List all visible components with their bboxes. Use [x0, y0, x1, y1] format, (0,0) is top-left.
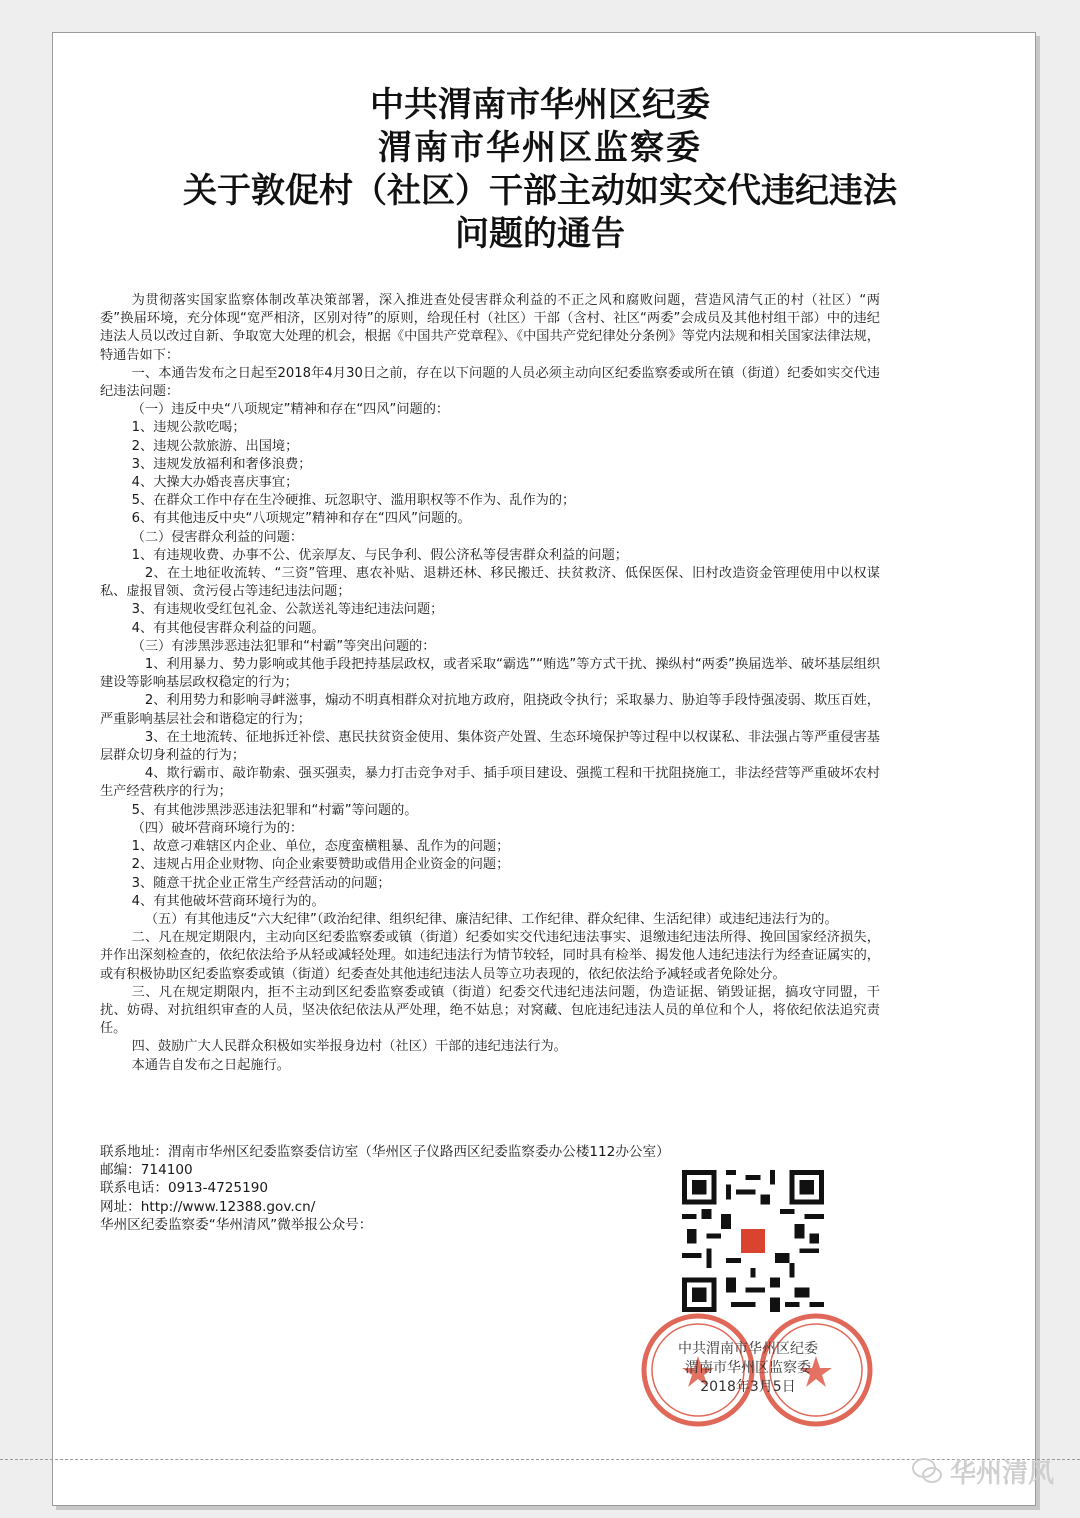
signature-block — [648, 1340, 848, 1397]
signature-org-1: 中共渭南市华州区纪委 — [678, 1341, 818, 1357]
contact-website[interactable]: 网址：http://www.12388.gov.cn/ — [100, 1198, 316, 1215]
title-line-2: 渭南市华州区监察委 — [378, 128, 702, 168]
list-item: 4、欺行霸市、敲诈勒索、强买强卖，暴力打击竞争对手、插手项目建设、强揽工程和干扰阻挠施工，非法经营等严重破坏农村生产经营秩序的行为； — [100, 766, 880, 800]
list-item: 1、故意刁难辖区内企业、单位，态度蛮横粗暴、乱作为的问题； — [131, 839, 510, 855]
closing-line: 本通告自发布之日起施行。 — [131, 1057, 290, 1073]
notice-body — [100, 292, 880, 1075]
list-item: 1、利用暴力、势力影响或其他手段把持基层政权，或者采取“霸选”“贿选”等方式干扰、操纵村“两委”换届选举、破坏基层组织建设等影响基层政权稳定的行为； — [100, 657, 881, 691]
sub-section-5: （五）有其他违反“六大纪律”（政治纪律、组织纪律、廉洁纪律、工作纪律、群众纪律、生活纪律）或违纪违法行为的。 — [144, 911, 838, 927]
qr-code[interactable] — [682, 1170, 824, 1312]
intro-paragraph: 为贯彻落实国家监察体制改革决策部署，深入推进查处侵害群众利益的不正之风和腐败问题，营造风清气正的村（社区）“两委”换届环境，充分体现“宽严相济，区别对待”的原则，给现任村（社区）干部（含村、社区“两委”会成员及其他村组干部）中的违纪违法人员以改过自新、争取宽大处理的机会，根据《中国共产党章程》、《中国共产党纪律处分条例》等党内法规和相关国家法律法规，特通告如下： — [100, 293, 880, 363]
list-item: 2、违规占用企业财物、向企业索要赞助或借用企业资金的问题； — [131, 857, 510, 873]
signature-org-2: 渭南市华州区监察委 — [685, 1360, 811, 1376]
title-line-4: 问题的通告 — [455, 214, 625, 254]
list-item: 6、有其他违反中央“八项规定”精神和存在“四风”问题的。 — [131, 511, 471, 527]
watermark-text: 华州清风 — [949, 1458, 1054, 1489]
contact-phone: 联系电话：0913-4725190 — [100, 1180, 269, 1197]
list-item: 2、在土地征收流转、“三资”管理、惠农补贴、退耕还林、移民搬迁、扶贫救济、低保医保、旧村改造资金管理使用中以权谋私、虚报冒领、贪污侵占等违纪违法问题； — [100, 566, 880, 600]
list-item: 1、有违规收费、办事不公、优亲厚友、与民争利、假公济私等侵害群众利益的问题； — [131, 547, 628, 563]
sub-section-4-title: （四）破坏营商环境行为的： — [131, 820, 304, 836]
section-1: 一、本通告发布之日起至2018年4月30日之前，存在以下问题的人员必须主动向区纪委监察委或所在镇（街道）纪委如实交代违纪违法问题： — [100, 365, 880, 400]
notice-title — [0, 84, 1080, 256]
list-item: 3、在土地流转、征地拆迁补偿、惠民扶贫资金使用、集体资产处置、生态环境保护等过程中以权谋私、非法强占等严重侵害基层群众切身利益的行为； — [100, 729, 880, 764]
section-4: 四、鼓励广大人民群众积极如实举报身边村（社区）干部的违纪违法行为。 — [131, 1039, 567, 1055]
list-item: 1、违规公款吃喝； — [131, 420, 246, 436]
list-item: 4、有其他侵害群众利益的问题。 — [131, 620, 325, 636]
list-item: 4、大操大办婚丧喜庆事宜； — [131, 475, 299, 491]
list-item: 5、有其他涉黑涉恶违法犯罪和“村霸”等问题的。 — [131, 802, 418, 818]
list-item: 3、有违规收受红包礼金、公款送礼等违纪违法问题； — [131, 602, 444, 618]
contact-block — [100, 1143, 670, 1234]
wechat-watermark — [912, 1450, 1054, 1492]
contact-wechat: 华州区纪委监察委“华州清风”微举报公众号： — [100, 1216, 373, 1233]
list-item: 4、有其他破坏营商环境行为的。 — [131, 893, 325, 909]
sub-section-1-title: （一）违反中央“八项规定”精神和存在“四风”问题的： — [131, 402, 450, 418]
sub-section-3-title: （三）有涉黑涉恶违法犯罪和“村霸”等突出问题的： — [131, 638, 436, 654]
list-item: 3、违规发放福利和奢侈浪费； — [131, 456, 312, 472]
list-item: 2、利用势力和影响寻衅滋事，煽动不明真相群众对抗地方政府，阻挠政令执行；采取暴力、胁迫等手段恃强凌弱、欺压百姓，严重影响基层社会和谐稳定的行为； — [100, 693, 880, 727]
signature-date: 2018年3月5日 — [700, 1379, 796, 1395]
section-3: 三、凡在规定期限内，拒不主动到区纪委监察委或镇（街道）纪委交代违纪违法问题，伪造证据、销毁证据，搞攻守同盟，干扰、妨碍、对抗组织审查的人员，坚决依纪依法从严处理，绝不姑息；对窝藏、包庇违纪违法人员的单位和个人，将依纪依法追究责任。 — [100, 984, 880, 1037]
list-item: 2、违规公款旅游、出国境； — [131, 438, 299, 454]
title-line-1: 中共渭南市华州区纪委 — [370, 85, 710, 125]
sub-section-2-title: （二）侵害群众利益的问题： — [131, 529, 304, 545]
list-item: 5、在群众工作中存在生冷硬推、玩忽职守、滥用职权等不作为、乱作为的； — [131, 493, 576, 509]
wechat-icon — [912, 1458, 942, 1484]
contact-address: 联系地址：渭南市华州区纪委监察委信访室（华州区子仪路西区纪委监察委办公楼112办公室） — [100, 1144, 670, 1160]
list-item: 3、随意干扰企业正常生产经营活动的问题； — [131, 875, 391, 891]
section-2: 二、凡在规定期限内，主动向区纪委监察委或镇（街道）纪委如实交代违纪违法事实、退缴违纪违法所得、挽回国家经济损失，并作出深刻检查的，依纪依法给予从轻或减轻处理。如违纪违法行为情节较轻，同时具有检举、揭发他人违纪违法行为经查证属实的，或有积极协助区纪委监察委或镇（街道）纪委查处其他违纪违法人员等立功表现的，依纪依法给予减轻或者免除处分。 — [100, 930, 880, 982]
contact-postcode: 邮编：714100 — [100, 1162, 193, 1179]
title-line-3: 关于敦促村（社区）干部主动如实交代违纪违法 — [183, 171, 897, 211]
